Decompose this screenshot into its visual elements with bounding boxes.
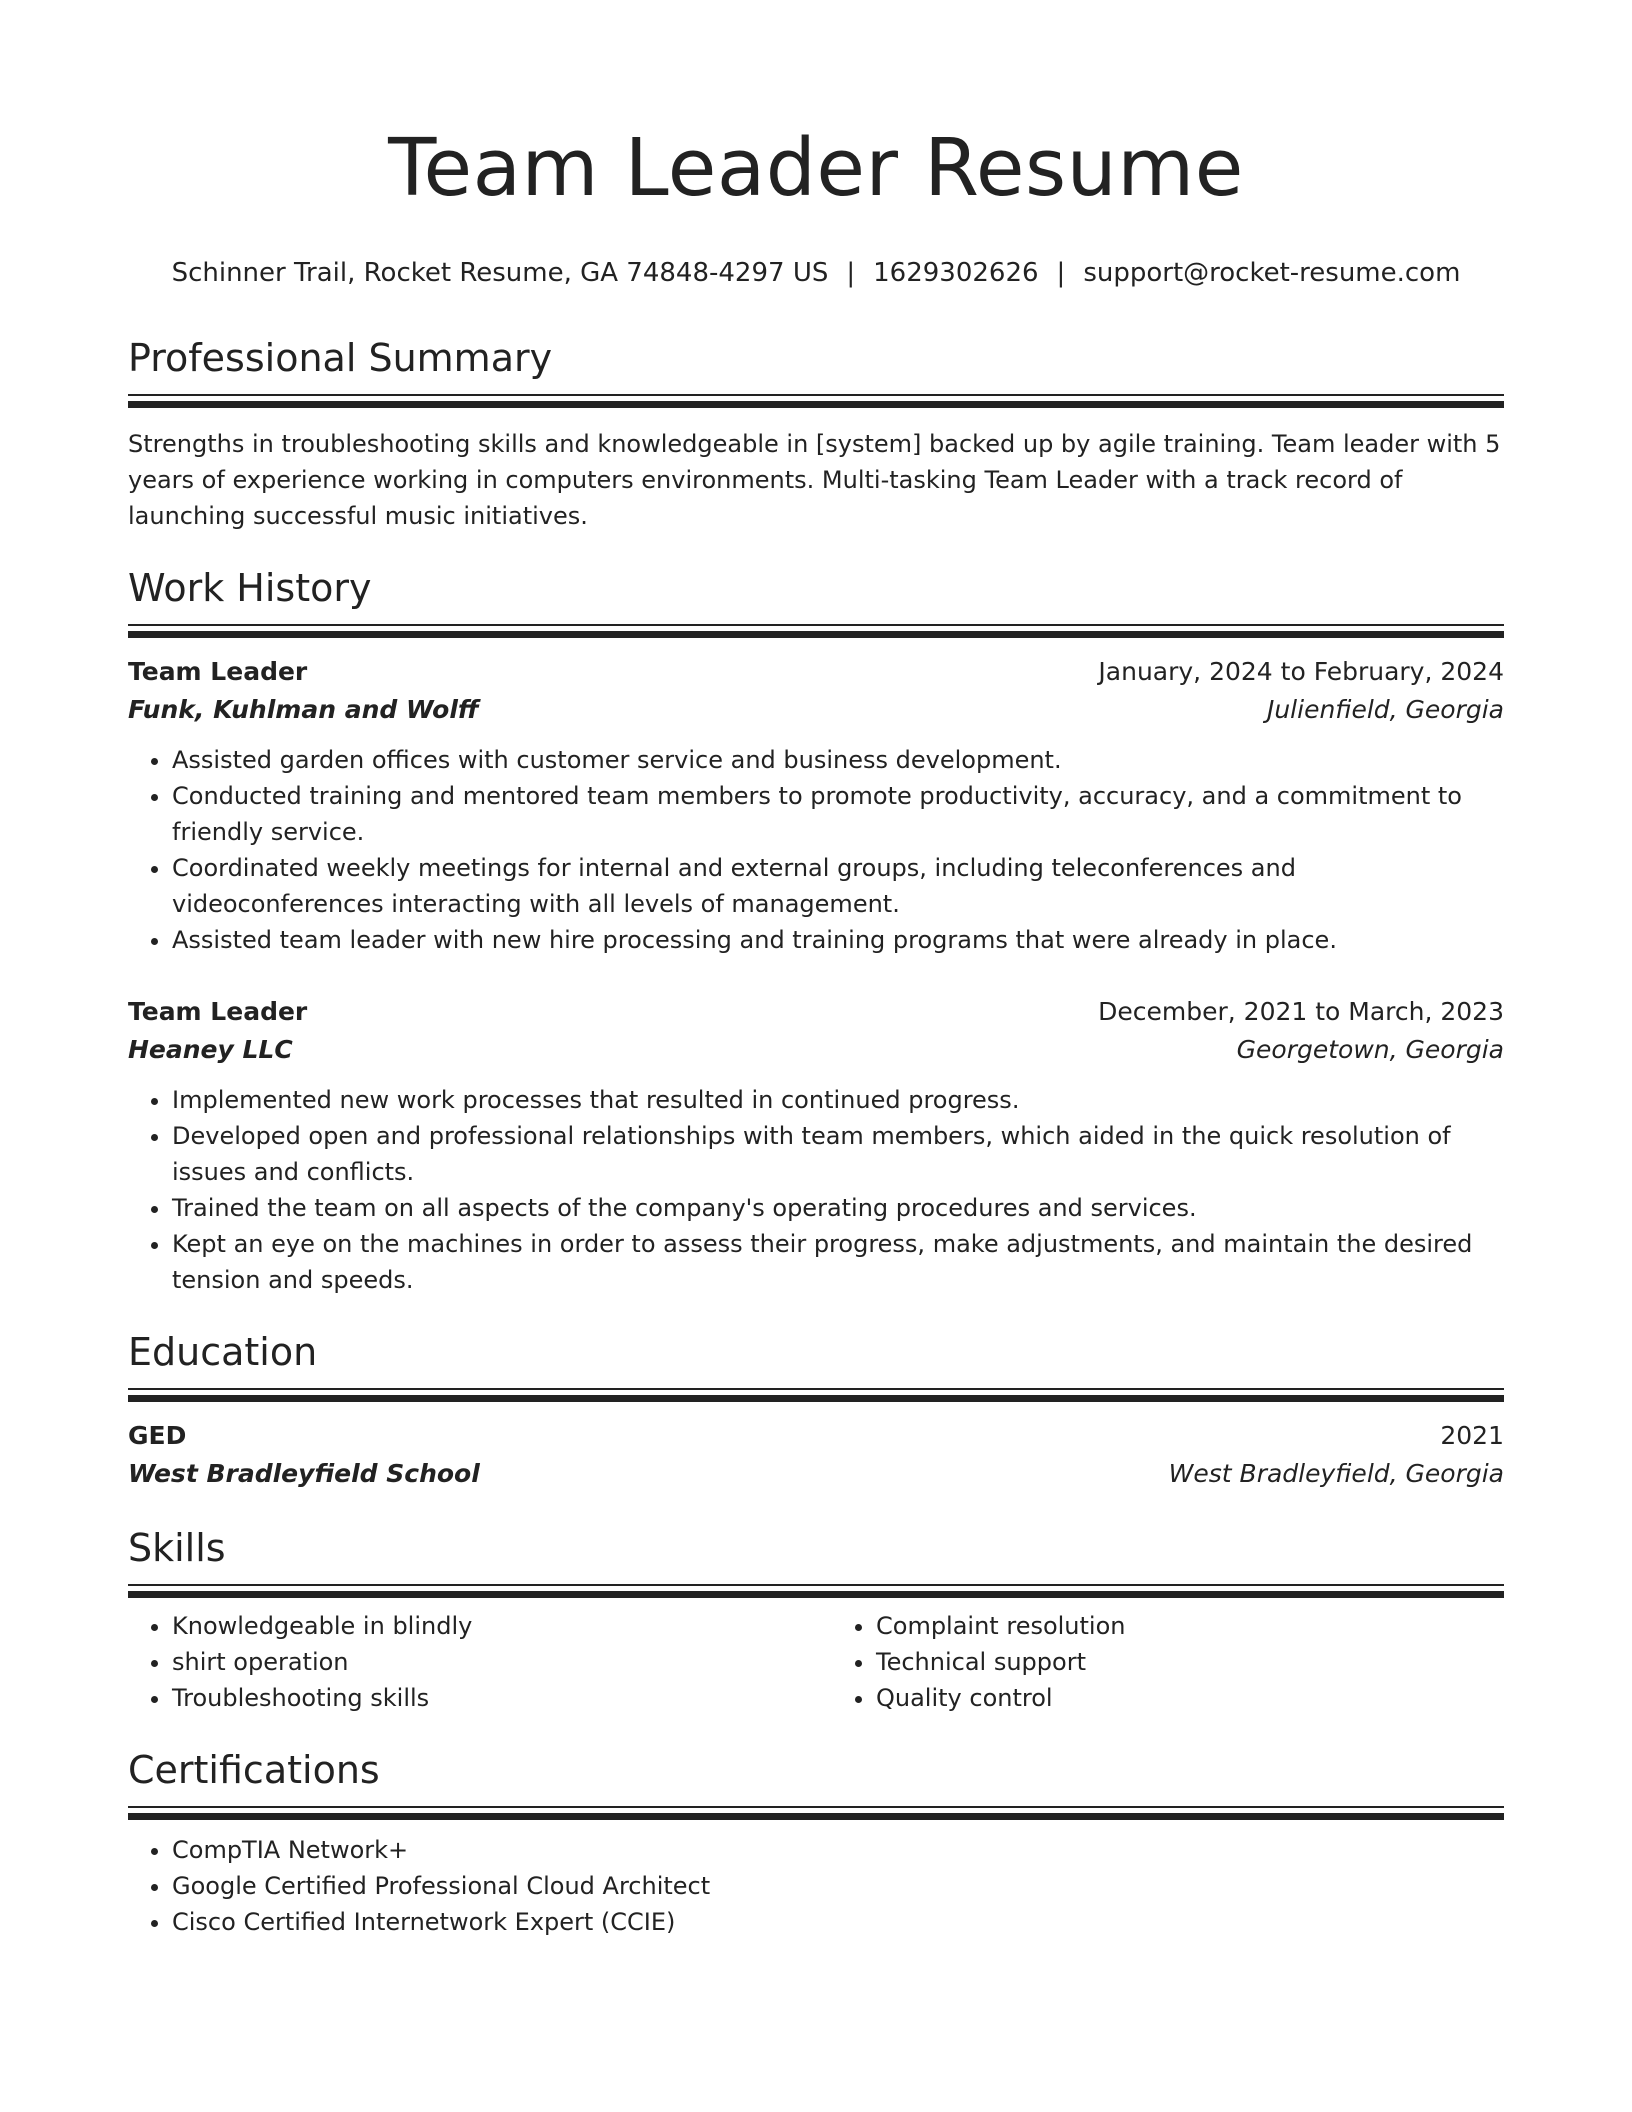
- list-item: • Trained the team on all aspects of the company's operating procedures and services.: [172, 1190, 1504, 1226]
- job-bullets: [128, 1082, 1504, 1298]
- job-company-row: [128, 1030, 1504, 1070]
- certifications-list: [128, 1832, 1504, 1940]
- section-divider: [128, 1584, 1504, 1586]
- job-location: Georgetown, Georgia: [1236, 1035, 1504, 1064]
- job-entry: [128, 994, 1504, 1298]
- contact-separator: |: [846, 258, 856, 288]
- section-divider: [128, 1806, 1504, 1808]
- education-school: West Bradleyfield School: [128, 1459, 480, 1488]
- list-item: • Developed open and professional relationships with team members, which aided in the quick resolution of issues and conflicts.: [172, 1118, 1504, 1190]
- list-item: • Coordinated weekly meetings for internal and external groups, including teleconferences and videoconferences interacting with all levels of management.: [172, 850, 1504, 922]
- job-company: Funk, Kuhlman and Wolff: [128, 695, 479, 724]
- contact-email: support@rocket-resume.com: [1083, 258, 1461, 288]
- section-divider: [128, 1388, 1504, 1390]
- job-company: Heaney LLC: [128, 1035, 293, 1064]
- education-header: [128, 1418, 1504, 1454]
- list-item: • Google Certified Professional Cloud Architect: [172, 1868, 1504, 1904]
- job-bullets: [128, 742, 1504, 958]
- contact-separator: |: [1056, 258, 1066, 288]
- section-certifications: [128, 1746, 1504, 1940]
- list-item: • Assisted team leader with new hire processing and training programs that were already in place.: [172, 922, 1504, 958]
- section-title: Education: [128, 1330, 318, 1374]
- job-header: [128, 994, 1504, 1030]
- list-item: • CompTIA Network+: [172, 1832, 1504, 1868]
- list-item: • Implemented new work processes that resulted in continued progress.: [172, 1082, 1504, 1118]
- list-item: • Technical support: [876, 1644, 1504, 1680]
- education-degree: GED: [128, 1421, 187, 1450]
- list-item: • Assisted garden offices with customer service and business development.: [172, 742, 1504, 778]
- list-item: • shirt operation: [172, 1644, 816, 1680]
- section-professional-summary: [128, 334, 1504, 534]
- section-skills: [128, 1524, 1504, 1716]
- education-year: 2021: [1440, 1421, 1504, 1450]
- section-title: Professional Summary: [128, 336, 553, 380]
- list-item: • Conducted training and mentored team members to promote productivity, accuracy, and a commitment to friendly service.: [172, 778, 1504, 850]
- list-item: • Complaint resolution: [876, 1608, 1504, 1644]
- section-divider-thick: [128, 401, 1504, 408]
- contact-phone: 1629302626: [873, 258, 1039, 288]
- job-title: Team Leader: [128, 657, 308, 686]
- job-company-row: [128, 690, 1504, 730]
- education-school-row: [128, 1454, 1504, 1494]
- list-item: • Quality control: [876, 1680, 1504, 1716]
- contact-line: [128, 256, 1504, 290]
- job-header: [128, 654, 1504, 690]
- skills-list-right: [816, 1608, 1504, 1716]
- skills-columns: [128, 1608, 1504, 1716]
- list-item: • Knowledgeable in blindly: [172, 1608, 816, 1644]
- resume-title: Team Leader Resume: [388, 122, 1244, 214]
- section-divider: [128, 624, 1504, 626]
- education-location: West Bradleyfield, Georgia: [1168, 1459, 1504, 1488]
- section-divider-thick: [128, 1591, 1504, 1598]
- job-dates: December, 2021 to March, 2023: [1098, 997, 1504, 1026]
- section-work-history: [128, 564, 1504, 1298]
- section-title: Certifications: [128, 1748, 380, 1792]
- summary-text: Strengths in troubleshooting skills and knowledgeable in [system] backed up by agile training. Team leader with 5 years of experience working in computers environments. Multi-tasking Team Leader with a track record of launching successful music initiatives.: [128, 430, 1501, 530]
- skills-list-left: [128, 1608, 816, 1716]
- section-divider-thick: [128, 631, 1504, 638]
- list-item: • Troubleshooting skills: [172, 1680, 816, 1716]
- section-title: Work History: [128, 566, 372, 610]
- list-item: • Kept an eye on the machines in order to assess their progress, make adjustments, and maintain the desired tension and speeds.: [172, 1226, 1504, 1298]
- job-dates: January, 2024 to February, 2024: [1098, 657, 1504, 686]
- list-item: • Cisco Certified Internetwork Expert (CCIE): [172, 1904, 1504, 1940]
- contact-address: Schinner Trail, Rocket Resume, GA 74848-4297 US: [171, 258, 829, 288]
- job-entry: [128, 654, 1504, 958]
- section-divider-thick: [128, 1395, 1504, 1402]
- education-entry: [128, 1418, 1504, 1494]
- section-title: Skills: [128, 1526, 226, 1570]
- section-divider-thick: [128, 1813, 1504, 1820]
- section-education: [128, 1328, 1504, 1494]
- job-location: Julienfield, Georgia: [1266, 695, 1504, 724]
- section-divider: [128, 394, 1504, 396]
- job-title: Team Leader: [128, 997, 308, 1026]
